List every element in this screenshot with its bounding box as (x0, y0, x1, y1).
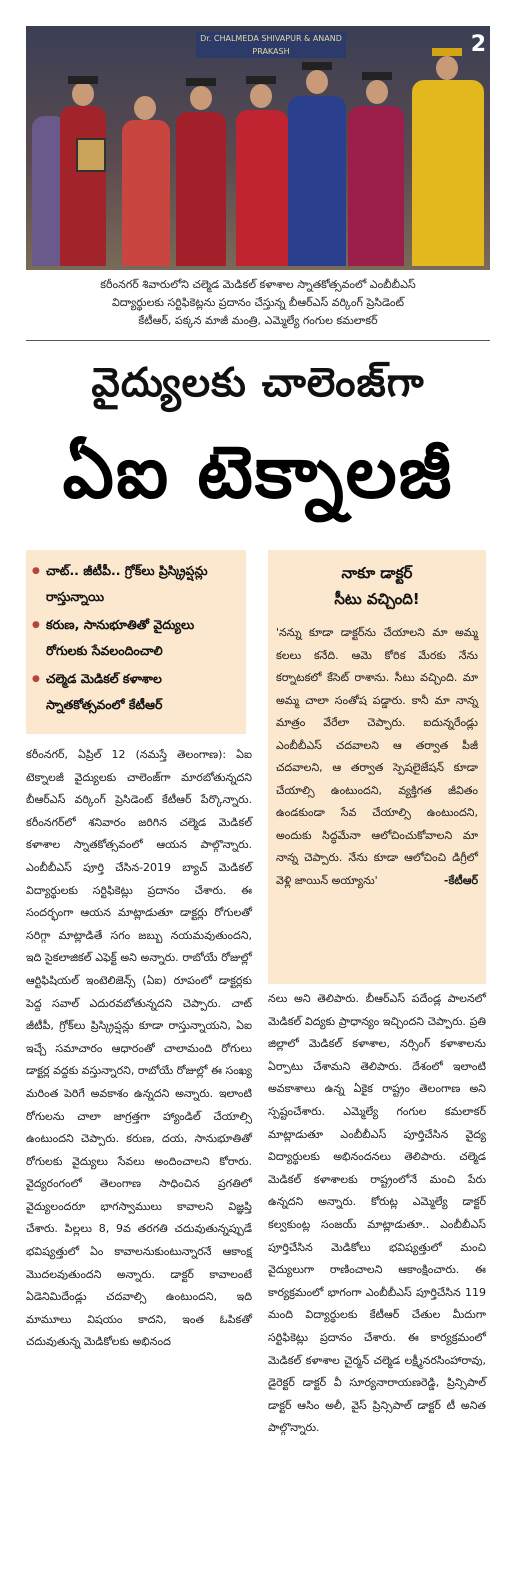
caption-line-1: కరీంనగర్ శివారులోని చల్మెడ మెడికల్ కళాశాల స్నాతకోత్సవంలో ఎంబీబీఎస్ (100, 278, 416, 291)
article-column-1: కరీంనగర్, ఏప్రిల్ 12 (నమస్తే తెలంగాణ): ఏఐ టెక్నాలజీ వైద్యులకు చాలెంజ్‌గా మారబోతున్నదని బీఆర్ఎస్ వర్కింగ్ ప్రెసిడెంట్ కేటీఆర్ పేర్కొన్నారు. కరీంనగర్‌లో శనివారం జరిగిన చల్మెడ మెడికల్ కళాశాల స్నాతకోత్సవంలో ఆయన పాల్గొన్నారు. ఎంబీబీఎస్ పూర్తి చేసిన-2019 బ్యాచ్ మెడికల్ విద్యార్థులకు సర్టిఫికెట్లు ప్రదానం చేశారు. ఈ సందర్భంగా ఆయన మాట్లాడుతూ డాక్టర్లు రోగులతో సరిగ్గా మాట్లాడితే సగం జబ్బు నయమవుతుందని, ఇది సైకలాజికల్ ఎఫెక్ట్ అని అన్నారు. రాబోయే రోజుల్లో ఆర్టిఫిషియల్ ఇంటెలిజెన్స్ (ఏఐ) రూపంలో డాక్టర్లకు పెద్ద సవాల్ ఎదురవబోతున్నదని చెప్పారు. చాట్ జీటీపీ, గ్రోక్‌లు ప్రిస్క్రిప్షన్లు కూడా రాస్తున్నాయని, ఏఐ ఇచ్చే సమాచారం ఆధారంతో చాలామంది రోగులు డాక్టర్ల వద్దకు వస్తున్నారని, రాబోయే రోజుల్లో ఈ సంఖ్య మరింత పెరిగే అవకాశం ఉన్నదని అన్నారు. ఇలాంటి రోగులను చాలా జాగ్రత్తగా హ్యాండిల్ చేయాల్సి ఉంటుందని చెప్పారు. కరుణ, దయ, సానుభూతితో రోగులకు వైద్యులు సేవలు అందించాలని కోరారు. వైద్యరంగంలో తెలంగాణ సాధించిన ప్రగతిలో వైద్యులందరూ భాగస్వాములు కావాలని విజ్ఞప్తి చేశారు. పిల్లలు 8, 9వ తరగతి చదువుతున్నప్పుడే భవిష్యత్తులో ఏం కావాలనుకుంటున్నారనే ఆకాంక్ష మొదలవుతుందని అన్నారు. డాక్టర్ కావాలంటే ఏడెనిమిదేండ్లు చదవాల్సి ఉంటుందని, ఇది మామూలు విషయం కాదని, ఇంత ఓపికతో చదువుతున్న మెడికోలకు అభినంద (26, 748, 252, 1349)
sidebar-quote-text: 'నన్ను కూడా డాక్టర్‌ను చేయాలని మా అమ్మ కలలు కనేది. ఆమె కోరిక మేరకు నేను కర్నాటకలో కేసెట్ రాశాను. సీటు వచ్చింది. మా అమ్మ చాలా సంతోష పడ్డారు. కానీ మా నాన్న మాత్రం వేరేలా చెప్పారు. ఐదున్నరేండ్లు ఎంబీబీఎస్ చదవాలని ఆ తర్వాత పీజీ చదవాలని, ఆ తర్వాత స్పెషలైజేషన్ కూడా చేయాల్సి ఉంటుందని, వ్యక్తిగత జీవితం ఉండకుండా సేవ చేయాల్సి ఉంటుందని, అందుకు సిద్ధమేనా ఆలోచించుకోవాలని మా నాన్న చెప్పారు. నేను కూడా ఆలోచించి డిగ్రీలో వెళ్లి జాయిన్ అయ్యాను' (276, 626, 478, 887)
highlight-item: ● చల్మెడ మెడికల్ కళాశాల స్నాతకోత్సవంలో కేటీఆర్ (32, 666, 238, 718)
caption-line-3: కేటీఆర్, పక్కన మాజీ మంత్రి, ఎమ్మెల్యే గంగుల కమలాకర్ (138, 314, 378, 327)
convocation-photo (26, 26, 490, 270)
highlight-item: ● చాట్.. జీటీపీ.. గ్రోక్‌లు ప్రిస్క్రిప్షన్లు రాస్తున్నాయి (32, 558, 238, 610)
caption-line-2: విద్యార్థులకు సర్టిఫికెట్లను ప్రదానం చేస్తున్న బీఆర్ఎస్ వర్కింగ్ ప్రెసిడెంట్ (111, 296, 405, 309)
sidebar-title-line-2: సీటు వచ్చింది! (334, 590, 420, 608)
divider (26, 340, 490, 341)
sidebar-signature: -కేటీఆర్ (443, 873, 478, 887)
photo-banner: Dr. CHALMEDA SHIVAPUR & ANAND PRAKASH (196, 32, 346, 58)
headline-main: ఏఐ టెక్నాలజీ (62, 430, 454, 514)
page-marker: 2 (470, 32, 486, 57)
highlight-item: ● కరుణ, సానుభూతితో వైద్యులు రోగులకు సేవలందించాలి (32, 612, 238, 664)
sidebar-quote (276, 622, 478, 892)
sidebar-quote-box (268, 550, 486, 984)
photo-caption (26, 276, 490, 330)
article-column-2: నలు అని తెలిపారు. బీఆర్ఎస్ పదేండ్ల పాలనలో మెడికల్ విద్యకు ప్రాధాన్యం ఇచ్చిందని చెప్పారు. ప్రతి జిల్లాలో మెడికల్ కళాశాల, నర్సింగ్ కళాశాలను ఏర్పాటు చేశామని తెలిపారు. దేశంలో ఇలాంటి అవకాశాలు ఉన్న ఏకైక రాష్ట్రం తెలంగాణ అని స్పష్టంచేశారు. ఎమ్మెల్యే గంగుల కమలాకర్ మాట్లాడుతూ ఎంబీబీఎస్ పూర్తిచేసిన వైద్య విద్యార్థులకు అభినందనలు తెలిపారు. చల్మెడ మెడికల్ కళాశాలకు రాష్ట్రంలోనే మంచి పేరు ఉన్నదని అన్నారు. కోరుట్ల ఎమ్మెల్యే డాక్టర్ కల్వకుంట్ల సంజయ్ మాట్లాడుతూ.. ఎంబీబీఎస్ పూర్తిచేసిన మెడికోలు భవిష్యత్తులో మంచి వైద్యులుగా రాణించాలని ఆకాంక్షించారు. ఈ కార్యక్రమంలో భాగంగా ఎంబీబీఎస్ పూర్తిచేసిన 119 మంది విద్యార్థులకు కేటీఆర్ చేతుల మీదుగా సర్టిఫికెట్లు ప్రదానం చేశారు. ఈ కార్యక్రమంలో మెడికల్ కళాశాల చైర్మన్ చల్మెడ లక్ష్మీనరసింహారావు, డైరెక్టర్ డాక్టర్ వీ సూర్యనారాయణరెడ్డి, ప్రిన్సిపాల్ డాక్టర్ ఆసిం అలీ, వైస్ ప్రిన్సిపాల్ డాక్టర్ టీ అనిత పాల్గొన్నారు. (268, 992, 486, 1435)
sidebar-title-line-1: నాకూ డాక్టర్ (341, 564, 413, 582)
highlights-box (26, 550, 246, 734)
headline-kicker: వైద్యులకు చాలెంజ్‌గా (91, 360, 425, 406)
sidebar-title (276, 560, 478, 612)
